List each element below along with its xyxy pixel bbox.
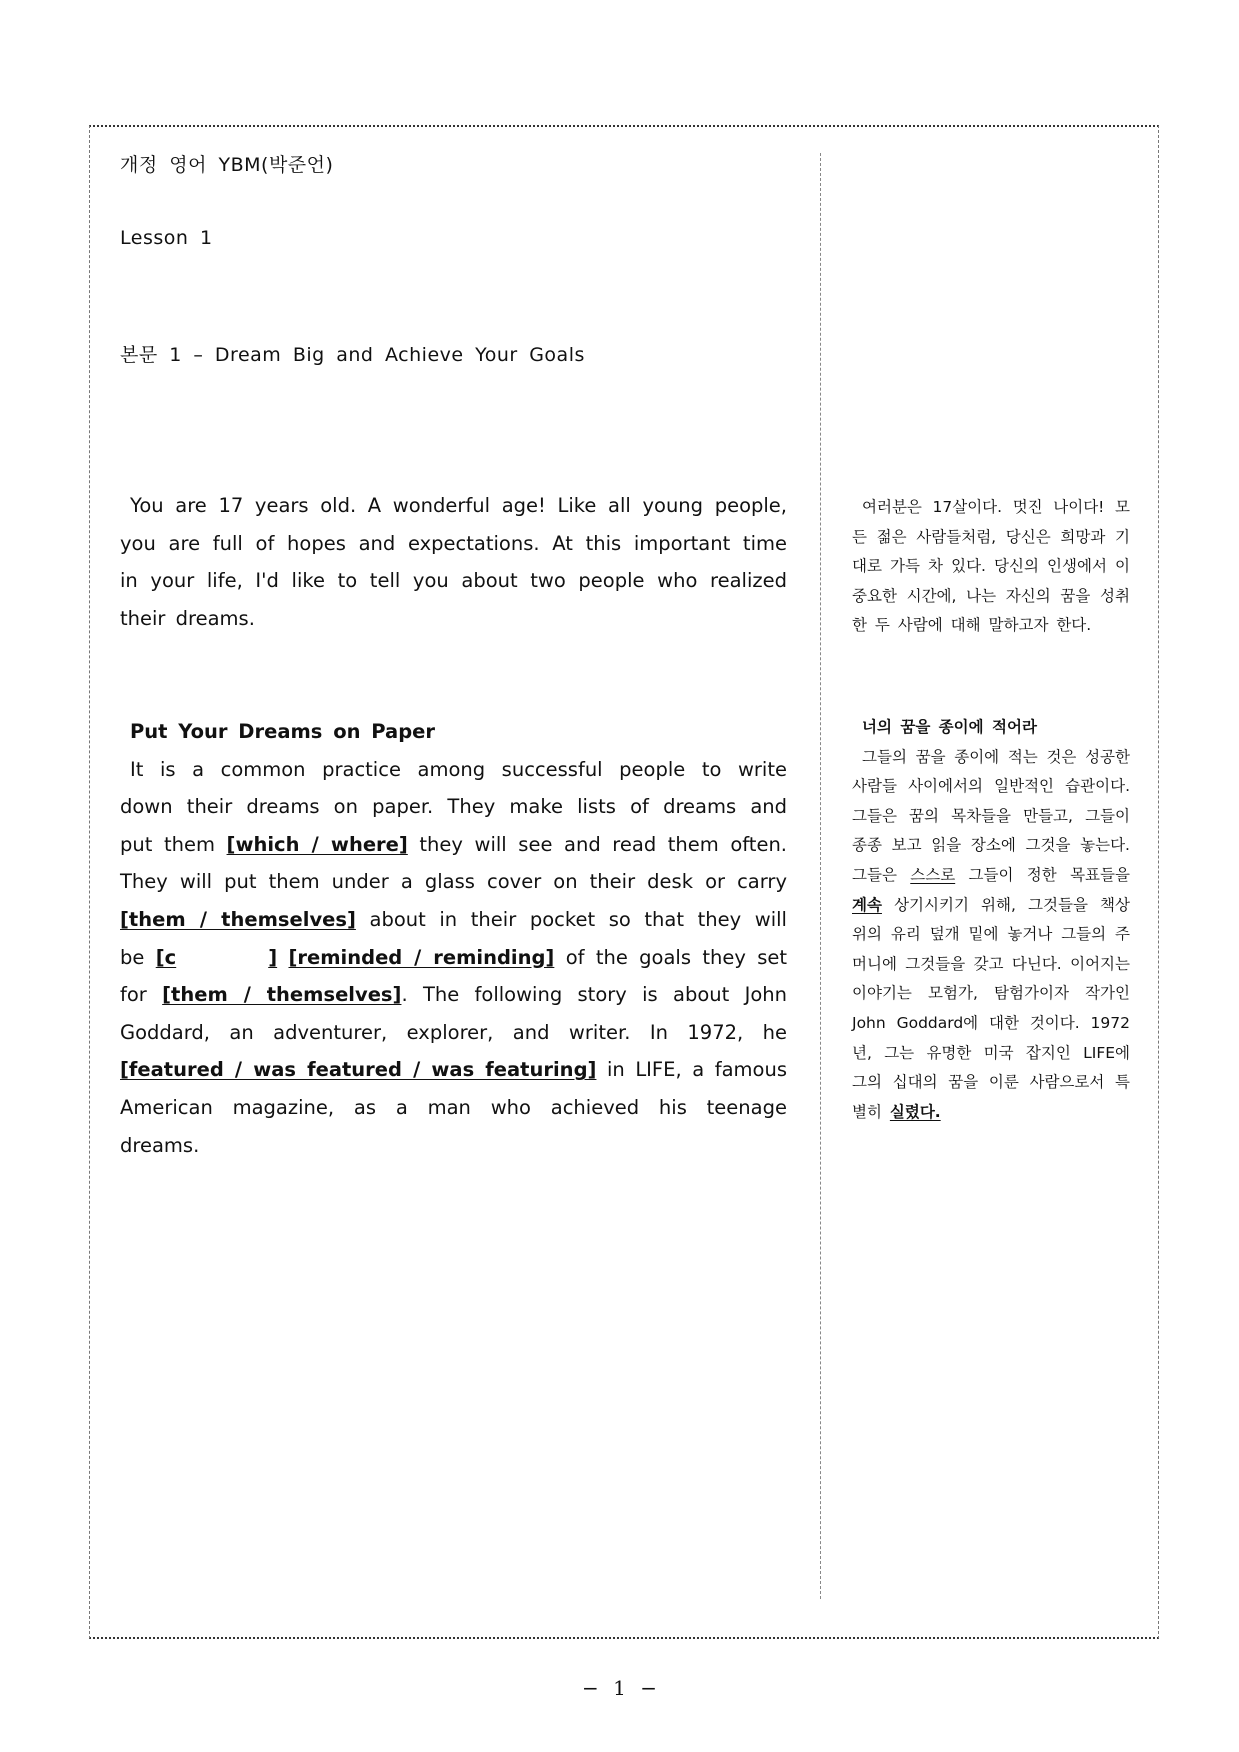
lesson-label: Lesson 1 xyxy=(120,227,213,249)
choice-which-where: [which / where] xyxy=(226,832,408,856)
english-section xyxy=(120,713,787,1164)
choice-featured: [featured / was featured / was featuring] xyxy=(120,1058,597,1082)
text-run: they will see and read them often. They will put them under a glass cover on their desk or carry xyxy=(120,832,788,894)
text-run: 상기시키기 위해, 그것들을 책상 위의 유리 덮개 밑에 놓거나 그들의 주머니에 그것들을 갖고 다닌다. 이어지는 이야기는 모험가, 탐험가이자 작가인 John Goddard에 대한 것이다. 1972년, 그는 유명한 미국 잡지인 LIFE에 그의 십대의 꿈을 이룬 사람으로서 특별히 xyxy=(852,895,1130,1121)
korean-section-paragraph xyxy=(852,743,1130,1128)
choice-reminded-reminding: [reminded / reminding] xyxy=(288,945,555,969)
blank-suffix: ] xyxy=(268,945,278,969)
text-run: It is a common practice among successful people to write down their dreams on paper. They make lists of dreams and put them xyxy=(120,757,787,856)
choice-them-themselves-2: [them / themselves] xyxy=(162,983,402,1007)
underlined-seuseuro: 스스로 xyxy=(910,865,956,884)
text-run: in LIFE, a famous American magazine, as a man who achieved his teenage dreams. xyxy=(120,1058,787,1157)
korean-section xyxy=(852,713,1130,1127)
english-column xyxy=(120,487,787,637)
column-divider xyxy=(820,153,821,1599)
page-number: − 1 − xyxy=(582,1676,657,1700)
course-title: 개정 영어 YBM(박준언) xyxy=(120,154,334,176)
korean-section-heading: 너의 꿈을 종이에 적어라 xyxy=(862,718,1037,736)
blank-c xyxy=(156,946,277,969)
text-run: 그들의 꿈을 종이에 적는 것은 성공한 사람들 사이에서의 일반적인 습관이다. 그들은 꿈의 목차들을 만들고, 그들이 종종 보고 읽을 장소에 그것을 놓는다. 그들은 xyxy=(852,747,1130,884)
choice-them-themselves-1: [them / themselves] xyxy=(120,907,356,931)
english-section-heading: Put Your Dreams on Paper xyxy=(130,720,435,743)
blank-prefix: [c xyxy=(155,945,177,969)
korean-intro-paragraph: 여러분은 17살이다. 멋진 나이다! 모든 젊은 사람들처럼, 당신은 희망과 기대로 가득 차 있다. 당신의 인생에서 이 중요한 시간에, 나는 자신의 꿈을 성취한 두 사람에 대해 말하고자 한다. xyxy=(852,498,1130,635)
text-run: about in their pocket so that they will be xyxy=(120,907,787,969)
text-run: 그들이 정한 목표들을 xyxy=(955,865,1130,884)
korean-column xyxy=(852,493,1130,641)
english-section-paragraph xyxy=(120,751,787,1165)
text-run: of the goals they set for xyxy=(120,945,788,1007)
english-intro-paragraph: You are 17 years old. A wonderful age! Like all young people, you are full of hopes and expectations. At this important time in your life, I'd like to tell you about two people who realized their dreams. xyxy=(120,494,787,630)
bold-sillyeotda: 실렸다. xyxy=(889,1102,941,1121)
reading-title: 본문 1 – Dream Big and Achieve Your Goals xyxy=(120,344,585,366)
text-run: . The following story is about John Goddard, an adventurer, explorer, and writer. In 1972, he xyxy=(120,983,787,1044)
bold-gyesok: 계속 xyxy=(852,895,882,914)
